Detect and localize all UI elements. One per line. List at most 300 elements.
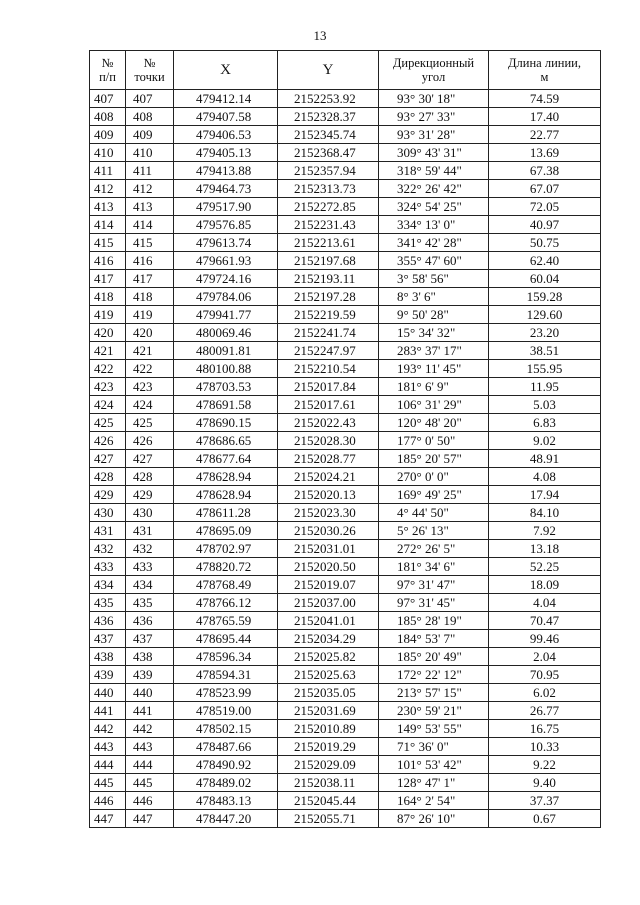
x-coordinate-cell: 479661.93 (174, 252, 278, 270)
point-number-cell: 420 (126, 324, 174, 342)
table-row (90, 90, 601, 108)
y-coordinate-cell: 2152368.47 (278, 144, 379, 162)
x-coordinate-cell: 478695.44 (174, 630, 278, 648)
line-length-cell: 67.38 (489, 162, 601, 180)
direction-angle-cell: 324° 54' 25" (379, 198, 489, 216)
table-row (90, 540, 601, 558)
point-number-cell: 433 (126, 558, 174, 576)
point-number-cell: 421 (126, 342, 174, 360)
y-coordinate-cell: 2152022.43 (278, 414, 379, 432)
line-length-cell: 16.75 (489, 720, 601, 738)
y-coordinate-cell: 2152210.54 (278, 360, 379, 378)
point-number-cell: 426 (126, 432, 174, 450)
line-length-cell: 72.05 (489, 198, 601, 216)
point-number-cell: 414 (126, 216, 174, 234)
x-coordinate-cell: 479405.13 (174, 144, 278, 162)
x-coordinate-cell: 479784.06 (174, 288, 278, 306)
table-row (90, 558, 601, 576)
row-number-cell: 419 (90, 306, 126, 324)
row-number-cell: 422 (90, 360, 126, 378)
table-row (90, 576, 601, 594)
row-number-cell: 408 (90, 108, 126, 126)
x-coordinate-cell: 478695.09 (174, 522, 278, 540)
x-coordinate-cell: 478702.97 (174, 540, 278, 558)
row-number-cell: 432 (90, 540, 126, 558)
direction-angle-cell: 213° 57' 15" (379, 684, 489, 702)
table-row (90, 486, 601, 504)
y-coordinate-cell: 2152247.97 (278, 342, 379, 360)
row-number-cell: 442 (90, 720, 126, 738)
direction-angle-cell: 4° 44' 50" (379, 504, 489, 522)
table-row (90, 792, 601, 810)
row-number-cell: 423 (90, 378, 126, 396)
y-coordinate-cell: 2152241.74 (278, 324, 379, 342)
line-length-cell: 11.95 (489, 378, 601, 396)
table-row (90, 810, 601, 828)
y-coordinate-cell: 2152219.59 (278, 306, 379, 324)
point-number-cell: 446 (126, 792, 174, 810)
row-number-cell: 440 (90, 684, 126, 702)
header-direction-angle-line2: угол (421, 70, 446, 84)
row-number-cell: 411 (90, 162, 126, 180)
y-coordinate-cell: 2152028.30 (278, 432, 379, 450)
line-length-cell: 7.92 (489, 522, 601, 540)
line-length-cell: 70.95 (489, 666, 601, 684)
x-coordinate-cell: 478677.64 (174, 450, 278, 468)
x-coordinate-cell: 478483.13 (174, 792, 278, 810)
line-length-cell: 48.91 (489, 450, 601, 468)
y-coordinate-cell: 2152019.29 (278, 738, 379, 756)
row-number-cell: 424 (90, 396, 126, 414)
y-coordinate-cell: 2152025.63 (278, 666, 379, 684)
line-length-cell: 10.33 (489, 738, 601, 756)
point-number-cell: 441 (126, 702, 174, 720)
line-length-cell: 67.07 (489, 180, 601, 198)
line-length-cell: 99.46 (489, 630, 601, 648)
table-row (90, 162, 601, 180)
direction-angle-cell: 149° 53' 55" (379, 720, 489, 738)
point-number-cell: 419 (126, 306, 174, 324)
table-header-row (90, 51, 601, 90)
x-coordinate-cell: 478628.94 (174, 468, 278, 486)
line-length-cell: 17.40 (489, 108, 601, 126)
line-length-cell: 5.03 (489, 396, 601, 414)
line-length-cell: 26.77 (489, 702, 601, 720)
row-number-cell: 429 (90, 486, 126, 504)
point-number-cell: 439 (126, 666, 174, 684)
direction-angle-cell: 87° 26' 10" (379, 810, 489, 828)
row-number-cell: 414 (90, 216, 126, 234)
page-number: 13 (313, 28, 327, 43)
x-coordinate-cell: 479517.90 (174, 198, 278, 216)
point-number-cell: 415 (126, 234, 174, 252)
point-number-cell: 411 (126, 162, 174, 180)
direction-angle-cell: 9° 50' 28" (379, 306, 489, 324)
row-number-cell: 412 (90, 180, 126, 198)
x-coordinate-cell: 478596.34 (174, 648, 278, 666)
table-body (90, 90, 601, 828)
y-coordinate-cell: 2152030.26 (278, 522, 379, 540)
y-coordinate-cell: 2152345.74 (278, 126, 379, 144)
x-coordinate-cell: 478820.72 (174, 558, 278, 576)
row-number-cell: 435 (90, 594, 126, 612)
row-number-cell: 427 (90, 450, 126, 468)
table-row (90, 522, 601, 540)
direction-angle-cell: 309° 43' 31" (379, 144, 489, 162)
point-number-cell: 423 (126, 378, 174, 396)
direction-angle-cell: 185° 28' 19" (379, 612, 489, 630)
table-row (90, 414, 601, 432)
line-length-cell: 22.77 (489, 126, 601, 144)
header-line-length-line1: Длина линии, (508, 56, 581, 70)
x-coordinate-cell: 478686.65 (174, 432, 278, 450)
row-number-cell: 439 (90, 666, 126, 684)
table-row (90, 270, 601, 288)
y-coordinate-cell: 2152357.94 (278, 162, 379, 180)
row-number-cell: 410 (90, 144, 126, 162)
table-row (90, 144, 601, 162)
y-coordinate-cell: 2152029.09 (278, 756, 379, 774)
row-number-cell: 446 (90, 792, 126, 810)
row-number-cell: 407 (90, 90, 126, 108)
row-number-cell: 415 (90, 234, 126, 252)
direction-angle-cell: 93° 31' 28" (379, 126, 489, 144)
point-number-cell: 413 (126, 198, 174, 216)
line-length-cell: 9.40 (489, 774, 601, 792)
y-coordinate-cell: 2152041.01 (278, 612, 379, 630)
point-number-cell: 444 (126, 756, 174, 774)
table-row (90, 720, 601, 738)
direction-angle-cell: 5° 26' 13" (379, 522, 489, 540)
x-coordinate-cell: 479413.88 (174, 162, 278, 180)
coordinates-table (89, 50, 601, 828)
point-number-cell: 416 (126, 252, 174, 270)
y-coordinate-cell: 2152035.05 (278, 684, 379, 702)
table-row (90, 216, 601, 234)
table-row (90, 234, 601, 252)
y-coordinate-cell: 2152023.30 (278, 504, 379, 522)
table-row (90, 702, 601, 720)
x-coordinate-cell: 479576.85 (174, 216, 278, 234)
line-length-cell: 4.04 (489, 594, 601, 612)
direction-angle-cell: 120° 48' 20" (379, 414, 489, 432)
line-length-cell: 38.51 (489, 342, 601, 360)
row-number-cell: 418 (90, 288, 126, 306)
table-row (90, 288, 601, 306)
row-number-cell: 434 (90, 576, 126, 594)
row-number-cell: 416 (90, 252, 126, 270)
line-length-cell: 84.10 (489, 504, 601, 522)
table-row (90, 180, 601, 198)
row-number-cell: 436 (90, 612, 126, 630)
x-coordinate-cell: 478523.99 (174, 684, 278, 702)
y-coordinate-cell: 2152045.44 (278, 792, 379, 810)
row-number-cell: 445 (90, 774, 126, 792)
x-coordinate-cell: 478766.12 (174, 594, 278, 612)
direction-angle-cell: 128° 47' 1" (379, 774, 489, 792)
point-number-cell: 407 (126, 90, 174, 108)
x-coordinate-cell: 478519.00 (174, 702, 278, 720)
line-length-cell: 70.47 (489, 612, 601, 630)
point-number-cell: 436 (126, 612, 174, 630)
row-number-cell: 426 (90, 432, 126, 450)
table-row (90, 666, 601, 684)
y-coordinate-cell: 2152020.50 (278, 558, 379, 576)
x-coordinate-cell: 479941.77 (174, 306, 278, 324)
point-number-cell: 428 (126, 468, 174, 486)
line-length-cell: 13.69 (489, 144, 601, 162)
row-number-cell: 409 (90, 126, 126, 144)
direction-angle-cell: 97° 31' 47" (379, 576, 489, 594)
table-row (90, 126, 601, 144)
y-coordinate-cell: 2152017.61 (278, 396, 379, 414)
y-coordinate-cell: 2152328.37 (278, 108, 379, 126)
point-number-cell: 445 (126, 774, 174, 792)
y-coordinate-cell: 2152031.01 (278, 540, 379, 558)
point-number-cell: 429 (126, 486, 174, 504)
y-coordinate-cell: 2152055.71 (278, 810, 379, 828)
line-length-cell: 2.04 (489, 648, 601, 666)
header-row-number (90, 51, 126, 90)
x-coordinate-cell: 478691.58 (174, 396, 278, 414)
direction-angle-cell: 93° 27' 33" (379, 108, 489, 126)
header-y: Y (278, 51, 379, 90)
row-number-cell: 431 (90, 522, 126, 540)
x-coordinate-cell: 479412.14 (174, 90, 278, 108)
line-length-cell: 0.67 (489, 810, 601, 828)
direction-angle-cell: 8° 3' 6" (379, 288, 489, 306)
point-number-cell: 447 (126, 810, 174, 828)
x-coordinate-cell: 479406.53 (174, 126, 278, 144)
direction-angle-cell: 106° 31' 29" (379, 396, 489, 414)
x-coordinate-cell: 478490.92 (174, 756, 278, 774)
row-number-cell: 430 (90, 504, 126, 522)
table-row (90, 756, 601, 774)
y-coordinate-cell: 2152034.29 (278, 630, 379, 648)
y-coordinate-cell: 2152019.07 (278, 576, 379, 594)
line-length-cell: 129.60 (489, 306, 601, 324)
y-coordinate-cell: 2152313.73 (278, 180, 379, 198)
row-number-cell: 444 (90, 756, 126, 774)
x-coordinate-cell: 478594.31 (174, 666, 278, 684)
x-coordinate-cell: 480069.46 (174, 324, 278, 342)
table-row (90, 594, 601, 612)
direction-angle-cell: 334° 13' 0" (379, 216, 489, 234)
table-row (90, 648, 601, 666)
direction-angle-cell: 185° 20' 57" (379, 450, 489, 468)
table-row (90, 684, 601, 702)
point-number-cell: 431 (126, 522, 174, 540)
direction-angle-cell: 3° 58' 56" (379, 270, 489, 288)
point-number-cell: 418 (126, 288, 174, 306)
y-coordinate-cell: 2152193.11 (278, 270, 379, 288)
point-number-cell: 432 (126, 540, 174, 558)
line-length-cell: 50.75 (489, 234, 601, 252)
table-row (90, 324, 601, 342)
table-row (90, 612, 601, 630)
line-length-cell: 17.94 (489, 486, 601, 504)
point-number-cell: 408 (126, 108, 174, 126)
point-number-cell: 440 (126, 684, 174, 702)
header-x: X (174, 51, 278, 90)
point-number-cell: 434 (126, 576, 174, 594)
table-row (90, 630, 601, 648)
line-length-cell: 159.28 (489, 288, 601, 306)
point-number-cell: 442 (126, 720, 174, 738)
x-coordinate-cell: 478703.53 (174, 378, 278, 396)
point-number-cell: 427 (126, 450, 174, 468)
x-coordinate-cell: 478489.02 (174, 774, 278, 792)
header-direction-angle (379, 51, 489, 90)
direction-angle-cell: 181° 6' 9" (379, 378, 489, 396)
line-length-cell: 74.59 (489, 90, 601, 108)
x-coordinate-cell: 479724.16 (174, 270, 278, 288)
point-number-cell: 437 (126, 630, 174, 648)
table-row (90, 468, 601, 486)
y-coordinate-cell: 2152197.28 (278, 288, 379, 306)
y-coordinate-cell: 2152028.77 (278, 450, 379, 468)
header-point-number-line1: № (143, 56, 156, 70)
table-row (90, 252, 601, 270)
direction-angle-cell: 184° 53' 7" (379, 630, 489, 648)
y-coordinate-cell: 2152020.13 (278, 486, 379, 504)
row-number-cell: 443 (90, 738, 126, 756)
line-length-cell: 9.22 (489, 756, 601, 774)
row-number-cell: 413 (90, 198, 126, 216)
direction-angle-cell: 71° 36' 0" (379, 738, 489, 756)
y-coordinate-cell: 2152024.21 (278, 468, 379, 486)
direction-angle-cell: 97° 31' 45" (379, 594, 489, 612)
y-coordinate-cell: 2152272.85 (278, 198, 379, 216)
line-length-cell: 60.04 (489, 270, 601, 288)
point-number-cell: 412 (126, 180, 174, 198)
line-length-cell: 4.08 (489, 468, 601, 486)
y-coordinate-cell: 2152037.00 (278, 594, 379, 612)
x-coordinate-cell: 480091.81 (174, 342, 278, 360)
table-row (90, 432, 601, 450)
y-coordinate-cell: 2152010.89 (278, 720, 379, 738)
direction-angle-cell: 341° 42' 28" (379, 234, 489, 252)
line-length-cell: 6.02 (489, 684, 601, 702)
direction-angle-cell: 172° 22' 12" (379, 666, 489, 684)
y-coordinate-cell: 2152197.68 (278, 252, 379, 270)
direction-angle-cell: 270° 0' 0" (379, 468, 489, 486)
row-number-cell: 428 (90, 468, 126, 486)
x-coordinate-cell: 479407.58 (174, 108, 278, 126)
x-coordinate-cell: 480100.88 (174, 360, 278, 378)
point-number-cell: 443 (126, 738, 174, 756)
y-coordinate-cell: 2152025.82 (278, 648, 379, 666)
direction-angle-cell: 15° 34' 32" (379, 324, 489, 342)
x-coordinate-cell: 478447.20 (174, 810, 278, 828)
direction-angle-cell: 164° 2' 54" (379, 792, 489, 810)
direction-angle-cell: 230° 59' 21" (379, 702, 489, 720)
direction-angle-cell: 318° 59' 44" (379, 162, 489, 180)
line-length-cell: 13.18 (489, 540, 601, 558)
table-row (90, 198, 601, 216)
y-coordinate-cell: 2152031.69 (278, 702, 379, 720)
table-row (90, 360, 601, 378)
x-coordinate-cell: 479613.74 (174, 234, 278, 252)
direction-angle-cell: 272° 26' 5" (379, 540, 489, 558)
row-number-cell: 433 (90, 558, 126, 576)
header-line-length (489, 51, 601, 90)
line-length-cell: 18.09 (489, 576, 601, 594)
row-number-cell: 420 (90, 324, 126, 342)
header-row-number-line2: п/п (99, 70, 116, 84)
row-number-cell: 438 (90, 648, 126, 666)
point-number-cell: 430 (126, 504, 174, 522)
direction-angle-cell: 193° 11' 45" (379, 360, 489, 378)
x-coordinate-cell: 478768.49 (174, 576, 278, 594)
header-row-number-line1: № (101, 56, 114, 70)
table-row (90, 396, 601, 414)
point-number-cell: 435 (126, 594, 174, 612)
line-length-cell: 40.97 (489, 216, 601, 234)
point-number-cell: 422 (126, 360, 174, 378)
table-row (90, 450, 601, 468)
table-row (90, 108, 601, 126)
point-number-cell: 417 (126, 270, 174, 288)
x-coordinate-cell: 478690.15 (174, 414, 278, 432)
line-length-cell: 9.02 (489, 432, 601, 450)
point-number-cell: 409 (126, 126, 174, 144)
row-number-cell: 441 (90, 702, 126, 720)
x-coordinate-cell: 478765.59 (174, 612, 278, 630)
table-row (90, 378, 601, 396)
direction-angle-cell: 181° 34' 6" (379, 558, 489, 576)
line-length-cell: 6.83 (489, 414, 601, 432)
direction-angle-cell: 185° 20' 49" (379, 648, 489, 666)
direction-angle-cell: 101° 53' 42" (379, 756, 489, 774)
point-number-cell: 425 (126, 414, 174, 432)
row-number-cell: 417 (90, 270, 126, 288)
table-row (90, 306, 601, 324)
line-length-cell: 23.20 (489, 324, 601, 342)
direction-angle-cell: 169° 49' 25" (379, 486, 489, 504)
line-length-cell: 155.95 (489, 360, 601, 378)
header-point-number-line2: точки (134, 70, 165, 84)
row-number-cell: 447 (90, 810, 126, 828)
header-point-number (126, 51, 174, 90)
y-coordinate-cell: 2152231.43 (278, 216, 379, 234)
line-length-cell: 62.40 (489, 252, 601, 270)
point-number-cell: 438 (126, 648, 174, 666)
line-length-cell: 52.25 (489, 558, 601, 576)
x-coordinate-cell: 478628.94 (174, 486, 278, 504)
direction-angle-cell: 355° 47' 60" (379, 252, 489, 270)
x-coordinate-cell: 478502.15 (174, 720, 278, 738)
row-number-cell: 421 (90, 342, 126, 360)
header-line-length-line2: м (540, 70, 549, 84)
direction-angle-cell: 322° 26' 42" (379, 180, 489, 198)
x-coordinate-cell: 478487.66 (174, 738, 278, 756)
line-length-cell: 37.37 (489, 792, 601, 810)
y-coordinate-cell: 2152017.84 (278, 378, 379, 396)
x-coordinate-cell: 479464.73 (174, 180, 278, 198)
direction-angle-cell: 283° 37' 17" (379, 342, 489, 360)
point-number-cell: 410 (126, 144, 174, 162)
direction-angle-cell: 93° 30' 18" (379, 90, 489, 108)
table-row (90, 504, 601, 522)
table-row (90, 738, 601, 756)
row-number-cell: 437 (90, 630, 126, 648)
point-number-cell: 424 (126, 396, 174, 414)
y-coordinate-cell: 2152038.11 (278, 774, 379, 792)
table-row (90, 342, 601, 360)
direction-angle-cell: 177° 0' 50" (379, 432, 489, 450)
table-row (90, 774, 601, 792)
